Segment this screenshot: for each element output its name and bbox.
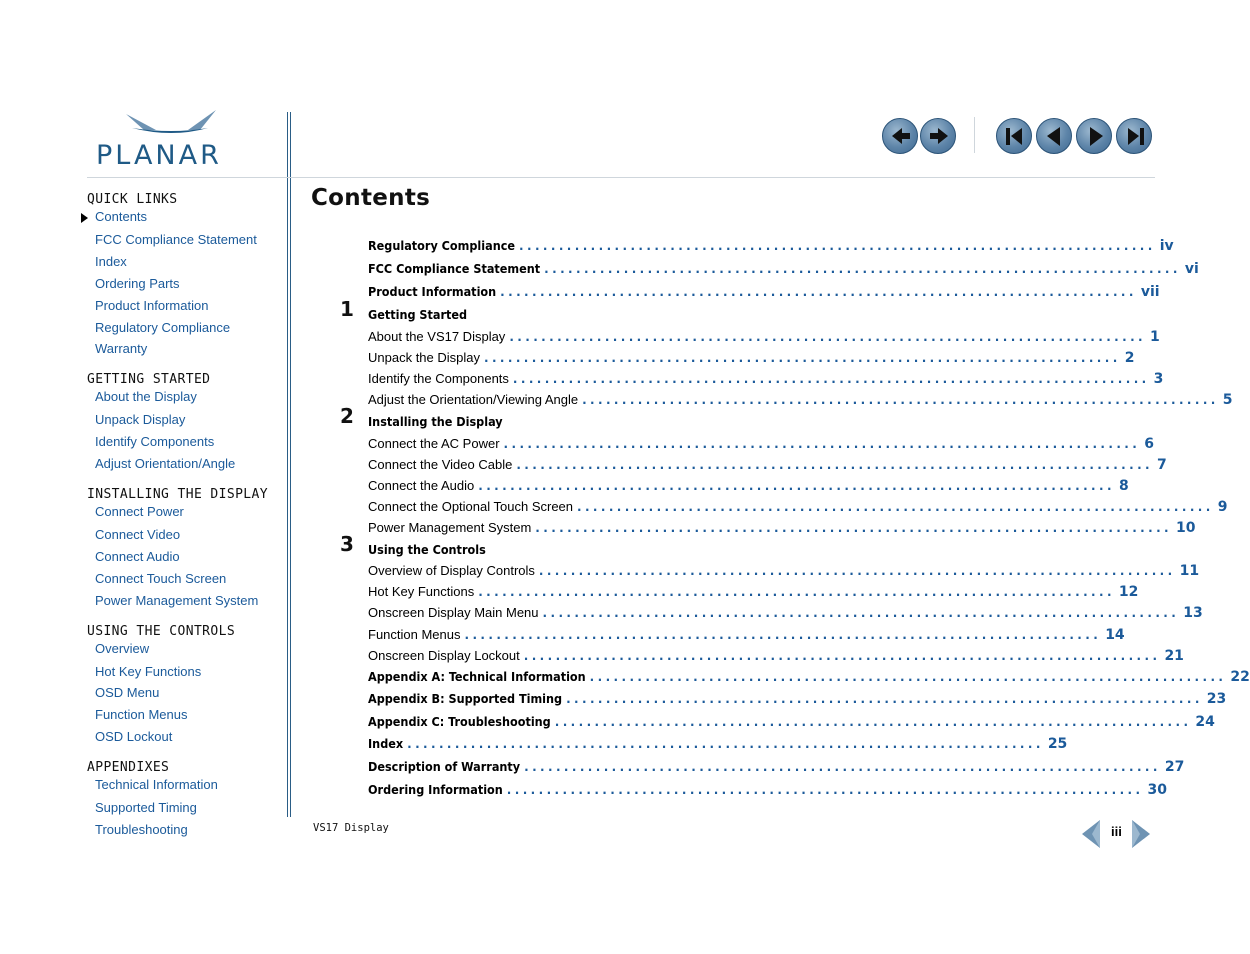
toc-page-link[interactable]: 22 — [1230, 669, 1250, 685]
toc-leader-dots: ................................................................................ — [516, 458, 1153, 472]
toc-entry-label: Connect the AC Power — [368, 436, 500, 451]
sidebar-link-label: Identify Components — [95, 434, 215, 450]
toc-entry-label: Description of Warranty — [368, 759, 521, 774]
toc-page-link[interactable]: 27 — [1164, 759, 1185, 775]
toc-page-link[interactable]: 30 — [1147, 782, 1167, 798]
sidebar-link-overview[interactable] — [87, 641, 287, 661]
footer-doc-name: VS17 Display — [313, 822, 389, 834]
toc-page-link[interactable]: 25 — [1047, 736, 1068, 752]
toc-entry[interactable] — [340, 777, 1167, 798]
previous-page-button[interactable] — [1036, 118, 1072, 154]
sidebar-link-regulatory-compliance[interactable] — [87, 317, 287, 339]
sidebar-link-label: Connect Power — [95, 504, 184, 520]
sidebar-link-label: Connect Audio — [95, 548, 180, 564]
next-page-icon — [1077, 119, 1113, 155]
toc-entry-label: Connect the Video Cable — [368, 457, 513, 472]
toc-entry[interactable] — [340, 233, 1174, 254]
toc-page-link[interactable]: 23 — [1206, 691, 1227, 707]
toc-page-link[interactable]: 3 — [1153, 371, 1164, 387]
toc-leader-dots: ................................................................................ — [509, 330, 1146, 344]
toc-entry[interactable] — [340, 256, 1199, 277]
chapter-number: 3 — [340, 532, 354, 556]
toc-leader-dots: ................................................................................ — [523, 649, 1161, 663]
toc-page-link[interactable]: 12 — [1118, 584, 1139, 600]
sidebar-link-label: FCC Compliance Statement — [95, 232, 257, 247]
toc-entry[interactable] — [340, 279, 1160, 300]
toc-leader-dots: ................................................................................ — [589, 670, 1227, 684]
chapter-number: 2 — [340, 404, 354, 428]
toc-leader-dots: ................................................................................ — [554, 715, 1192, 729]
toc-page-link[interactable]: 13 — [1183, 605, 1203, 621]
toc-page-link[interactable]: vii — [1140, 284, 1160, 300]
toc-entry-label: Connect the Optional Touch Screen — [368, 499, 574, 514]
toc-entry[interactable] — [340, 515, 1196, 536]
toc-entry[interactable] — [340, 452, 1167, 473]
back-button[interactable] — [882, 118, 918, 154]
toc-leader-dots: ................................................................................ — [484, 351, 1121, 365]
toc-entry[interactable] — [340, 709, 1215, 730]
toc-page-link[interactable]: 8 — [1118, 478, 1129, 494]
sidebar-link-osd-menu[interactable] — [87, 682, 287, 704]
sidebar-link-technical-information[interactable] — [87, 777, 287, 797]
nav-separator — [974, 117, 975, 153]
sidebar-link-about-the-display[interactable] — [87, 389, 287, 409]
first-page-button[interactable] — [996, 118, 1032, 154]
toc-leader-dots: ................................................................................ — [566, 692, 1203, 706]
toc-leader-dots: ................................................................................ — [519, 239, 1156, 253]
sidebar-link-label: Connect Touch Screen — [95, 570, 227, 586]
sidebar-link-label: Unpack Display — [95, 412, 186, 428]
toc-entry-label: Using the Controls — [368, 542, 486, 557]
toc-entry[interactable] — [340, 754, 1185, 775]
sidebar-link-warranty[interactable] — [87, 338, 287, 360]
toc-entry[interactable] — [340, 579, 1139, 600]
sidebar-link-hot-key-functions[interactable] — [87, 661, 287, 683]
chapter-number: 1 — [340, 297, 354, 321]
sidebar-section-heading: APPENDIXES — [87, 760, 170, 776]
toc-leader-dots: ................................................................................ — [500, 285, 1137, 299]
toc-page-link[interactable]: 1 — [1150, 329, 1160, 345]
toc-entry-label: Hot Key Functions — [368, 584, 475, 599]
sidebar-link-label: Index — [95, 253, 127, 269]
section-gap — [87, 748, 287, 759]
toc-page-link[interactable]: 2 — [1124, 350, 1135, 366]
sidebar-link-troubleshooting[interactable] — [87, 819, 287, 841]
toc-entry-label: Appendix A: Technical Information — [368, 669, 586, 684]
planar-logo — [96, 108, 251, 171]
toc-entry[interactable] — [340, 387, 1233, 408]
toc-entry[interactable] — [340, 686, 1227, 707]
sidebar-link-index[interactable] — [87, 251, 287, 273]
sidebar-link-label: Connect Video — [95, 527, 181, 543]
toc-page-link[interactable]: 21 — [1164, 648, 1184, 664]
quick-links-sidebar — [87, 191, 287, 841]
next-page-button[interactable] — [1076, 118, 1112, 154]
toc-entry-label: Unpack the Display — [368, 350, 480, 365]
toc-page-link[interactable]: 14 — [1105, 627, 1125, 643]
section-gap — [87, 612, 287, 623]
logo-wordmark: PLANAR — [96, 140, 222, 171]
toc-page-link[interactable]: 9 — [1217, 499, 1228, 515]
toc-leader-dots: ................................................................................ — [478, 585, 1115, 599]
sidebar-link-connect-power[interactable] — [87, 504, 287, 524]
sidebar-link-connect-touch-screen[interactable] — [87, 568, 287, 590]
last-page-button[interactable] — [1116, 118, 1152, 154]
toc-leader-dots: ................................................................................ — [464, 628, 1102, 642]
toc-page-link[interactable]: 11 — [1179, 563, 1200, 579]
toc-chapter-heading[interactable] — [340, 537, 845, 558]
toc-entry-label: Ordering Information — [368, 782, 503, 797]
toc-entry[interactable] — [340, 324, 1160, 345]
toc-entry-label: Appendix C: Troubleshooting — [368, 714, 551, 729]
toc-entry-label: Onscreen Display Lockout — [368, 648, 520, 663]
sidebar-link-label: About the Display — [95, 389, 197, 405]
toc-entry-label: About the VS17 Display — [368, 329, 506, 344]
section-gap — [87, 360, 287, 371]
toc-leader-dots: ................................................................................ — [535, 521, 1172, 535]
toc-leader-dots: ................................................................................ — [407, 737, 1044, 751]
next-page-arrow-icon[interactable] — [1130, 818, 1152, 850]
current-page-arrow-icon — [81, 213, 88, 223]
sidebar-link-adjust-orientation-angle[interactable] — [87, 453, 287, 475]
toc-leader-dots: ................................................................................ — [544, 262, 1181, 276]
sidebar-link-label: Supported Timing — [95, 800, 197, 816]
sidebar-link-connect-audio[interactable] — [87, 546, 287, 568]
toc-entry-label: Power Management System — [368, 520, 532, 535]
toc-page-link[interactable]: 10 — [1175, 520, 1196, 536]
toc-page-link[interactable]: 6 — [1144, 436, 1154, 452]
toc-page-link[interactable]: 5 — [1222, 392, 1233, 408]
toc-entry-label: Function Menus — [368, 627, 461, 642]
toc-entry[interactable] — [340, 643, 1184, 664]
sidebar-link-label: Hot Key Functions — [95, 663, 202, 679]
sidebar-link-power-management-system[interactable] — [87, 590, 287, 612]
sidebar-link-identify-components[interactable] — [87, 431, 287, 453]
toc-entry[interactable] — [340, 366, 1164, 387]
sidebar-link-label: Product Information — [95, 297, 209, 313]
sidebar-link-fcc-compliance-statement[interactable] — [87, 229, 287, 251]
sidebar-link-connect-video[interactable] — [87, 524, 287, 546]
toc-entry-label: Adjust the Orientation/Viewing Angle — [368, 392, 579, 407]
toc-page-link[interactable]: iv — [1159, 238, 1174, 254]
toc-page-link[interactable]: vi — [1184, 261, 1199, 277]
last-page-icon — [1117, 119, 1153, 155]
sidebar-link-supported-timing[interactable] — [87, 797, 287, 819]
toc-leader-dots: ................................................................................ — [582, 393, 1219, 407]
sidebar-link-label: Overview — [95, 640, 150, 656]
section-gap — [87, 475, 287, 486]
header-rule — [87, 177, 1155, 178]
toc-leader-dots: ................................................................................ — [506, 783, 1144, 797]
sidebar-section-heading: USING THE CONTROLS — [87, 623, 236, 639]
toc-entry-label: Onscreen Display Main Menu — [368, 605, 539, 620]
toc-entry[interactable] — [340, 622, 1125, 643]
toc-entry[interactable] — [340, 473, 1129, 494]
toc-chapter-heading[interactable] — [340, 409, 845, 430]
sidebar-link-ordering-parts[interactable] — [87, 273, 287, 295]
toc-entry-label: Index — [368, 736, 404, 751]
toc-entry-label: FCC Compliance Statement — [368, 261, 541, 276]
toc-entry-label: Appendix B: Supported Timing — [368, 691, 563, 706]
toc-leader-dots: ................................................................................ — [538, 564, 1176, 578]
sidebar-link-label: Power Management System — [95, 592, 259, 608]
toc-entry-label: Getting Started — [368, 307, 468, 322]
sidebar-link-label: Contents — [95, 209, 148, 224]
sidebar-link-label: Regulatory Compliance — [95, 319, 231, 335]
sidebar-link-label: OSD Menu — [95, 685, 160, 701]
previous-page-icon — [1037, 119, 1073, 155]
sidebar-link-label: Warranty — [95, 341, 148, 357]
forward-icon — [921, 119, 957, 155]
sidebar-link-label: Adjust Orientation/Angle — [95, 456, 236, 472]
sidebar-link-unpack-display[interactable] — [87, 409, 287, 431]
toc-entry[interactable] — [340, 600, 1203, 621]
toc-leader-dots: ................................................................................ — [503, 437, 1141, 451]
toc-leader-dots: ................................................................................ — [542, 606, 1180, 620]
toc-entry-label: Connect the Audio — [368, 478, 475, 493]
toc-entry[interactable] — [340, 664, 1250, 685]
sidebar-link-contents[interactable] — [87, 209, 287, 229]
toc-leader-dots: ................................................................................ — [577, 500, 1214, 514]
back-icon — [883, 119, 919, 155]
toc-entry-label: Overview of Display Controls — [368, 563, 535, 578]
toc-page-link[interactable]: 7 — [1157, 457, 1167, 473]
sidebar-link-function-menus[interactable] — [87, 704, 287, 726]
toc-entry[interactable] — [340, 431, 1154, 452]
toc-entry[interactable] — [340, 345, 1135, 366]
toc-entry-label: Identify the Components — [368, 371, 509, 386]
toc-entry-label: Installing the Display — [368, 414, 503, 429]
sidebar-link-label: Ordering Parts — [95, 275, 180, 291]
toc-leader-dots: ................................................................................ — [478, 479, 1115, 493]
page-number: iii — [1111, 824, 1122, 839]
sidebar-divider — [287, 112, 288, 817]
toc-entry-label: Regulatory Compliance — [368, 238, 516, 253]
sidebar-section-heading: GETTING STARTED — [87, 372, 211, 388]
sidebar-section-heading: INSTALLING THE DISPLAY — [87, 487, 268, 503]
toc-entry[interactable] — [340, 494, 1228, 515]
sidebar-link-label: Function Menus — [95, 707, 188, 723]
toc-leader-dots: ................................................................................ — [512, 372, 1150, 386]
sidebar-link-osd-lockout[interactable] — [87, 726, 287, 748]
toc-leader-dots: ................................................................................ — [524, 760, 1161, 774]
toc-entry-label: Product Information — [368, 284, 497, 299]
sidebar-section-heading: QUICK LINKS — [87, 192, 178, 207]
page-title: Contents — [311, 185, 431, 211]
toc-entry[interactable] — [340, 558, 1200, 579]
first-page-icon — [997, 119, 1033, 155]
toc-chapter-heading[interactable] — [340, 302, 845, 323]
sidebar-link-label: Troubleshooting — [95, 822, 188, 838]
previous-page-arrow-icon[interactable] — [1080, 818, 1102, 850]
sidebar-link-product-information[interactable] — [87, 295, 287, 317]
sidebar-divider-inner — [290, 112, 291, 817]
toc-entry[interactable] — [340, 731, 1068, 752]
sidebar-link-label: OSD Lockout — [95, 729, 173, 745]
forward-button[interactable] — [920, 118, 956, 154]
sidebar-link-label: Technical Information — [95, 777, 218, 793]
toc-page-link[interactable]: 24 — [1195, 714, 1215, 730]
